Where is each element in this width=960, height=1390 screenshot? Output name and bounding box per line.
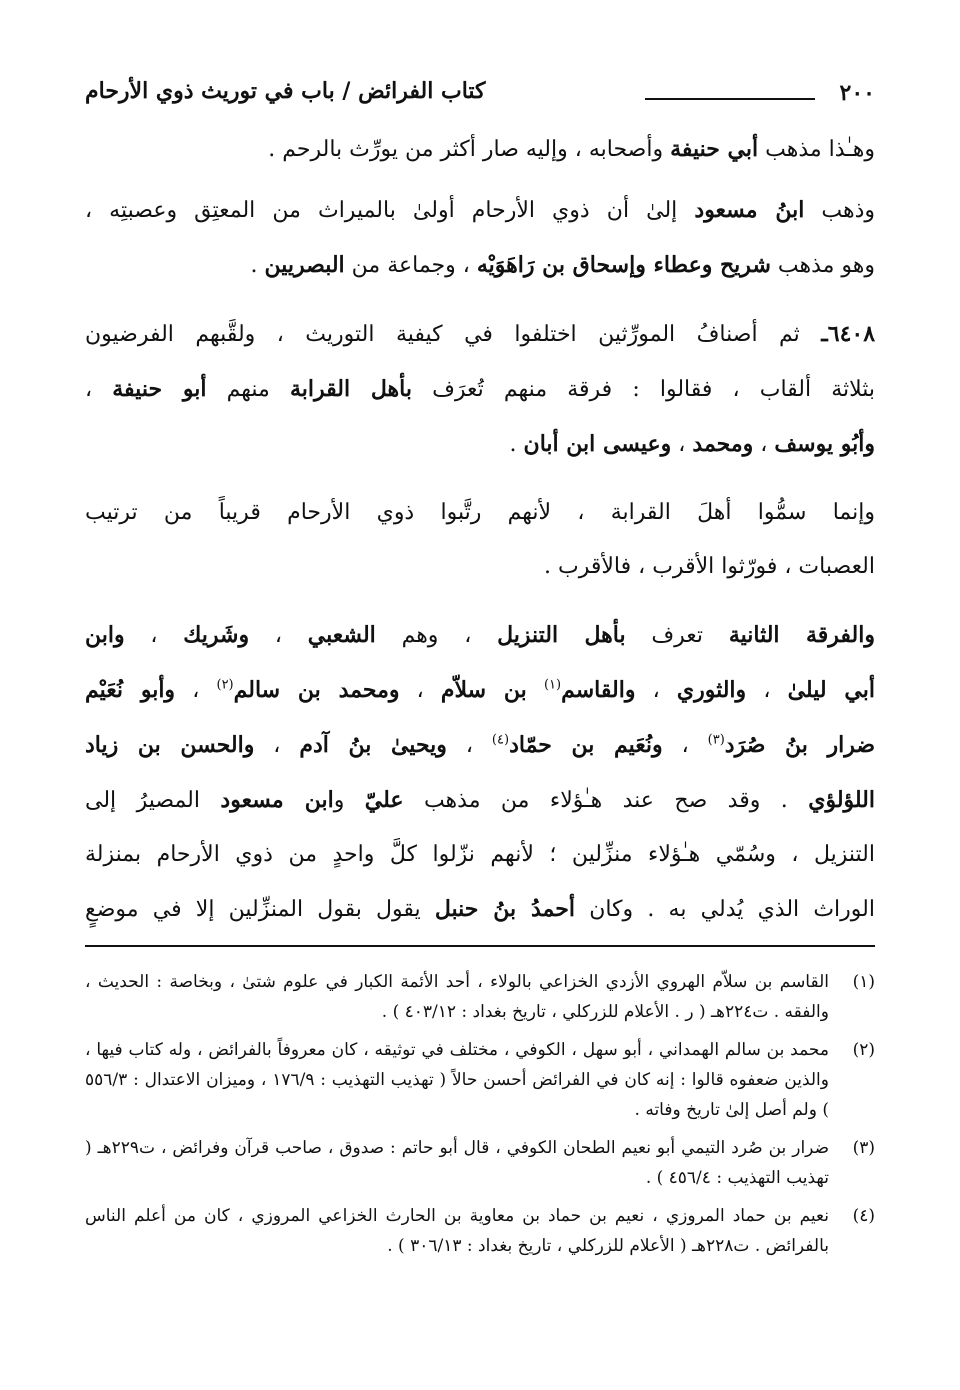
name-highlight: والثوري [676,677,747,703]
name-highlight: أبي حنيفة [670,136,759,162]
text-run: ، [85,377,93,402]
name-highlight: ضرار بنُ صُرَد [724,732,876,758]
name-highlight: أبي ليلىٰ [787,677,875,703]
text-run: . [250,253,258,278]
text-run: الوراث الذي يُدلي به . وكان [589,897,875,922]
name-highlight: والقاسم [561,677,636,703]
paragraph-4 [85,486,875,594]
name-highlight: وعيسى ابن أبان [523,431,672,457]
footnote-item [85,1035,875,1125]
text-run: ، [652,678,660,703]
text-line [85,238,875,293]
name-highlight: بأهل التنزيل [497,622,626,648]
name-highlight: أحمدُ بنُ حنبل [434,896,575,922]
text-line [85,773,875,828]
name-highlight: عليّ [364,787,404,813]
text-line: وإنما سمُّوا أهلَ القرابة ، لأنهم رتَّبوا ذوي الأرحام قريباً من ترتيب [85,500,875,525]
name-highlight: ومحمد بن سالم [233,677,400,703]
footnote-divider [85,945,875,947]
footnote-ref[interactable]: (٤) [491,732,510,748]
footnote-item [85,1201,875,1261]
name-highlight: والفرقة الثانية [728,622,875,648]
text-line: التنزيل ، وسُمّي هـٰؤلاء منزِّلين ؛ لأنهم نزّلوا كلَّ واحدٍ من ذوي الأرحام بمنزلة [85,842,875,867]
text-run: ثم أصنافُ المورِّثين اختلفوا في كيفية التوريث ، ولقَّبهم الفرضيون [85,322,800,347]
footnote-text: ضرار بن صُرد التيمي أبو نعيم الطحان الكوفي ، قال أبو حاتم : صدوق ، صاحب قرآن وفرائض ، ت٢٢٩هـ ( تهذيب التهذيب : ٤٥٦/٤ ) . [85,1138,830,1188]
footnote-ref[interactable]: (١) [543,677,562,693]
text-run: ، [274,623,282,648]
text-run: ، [192,678,200,703]
name-highlight: البصريين [264,252,345,278]
text-run: منهم [226,377,270,402]
name-highlight: ابن مسعود [220,787,334,813]
name-highlight: الشعبي [307,622,376,648]
text-run: وأصحابه ، وإليه صار أكثر من يورِّث بالرحم . [268,137,664,162]
text-line [85,718,875,773]
footnote-ref[interactable]: (٢) [216,677,234,693]
name-highlight: ويحيىٰ بنُ آدم [299,732,447,758]
text-run: وذهب [821,198,876,223]
text-line [85,417,875,472]
text-line [85,663,875,718]
body-text [85,122,875,937]
footnote-number: (٣) [852,1138,875,1158]
text-line [85,307,875,362]
text-run: ، وجماعة من [351,253,470,278]
text-run: ، [273,733,281,758]
page-number: ٢٠٠ [839,80,875,106]
text-run: وهـٰذا مذهب [765,137,875,162]
name-highlight: ومحمد [692,431,754,457]
text-run: ، وهم [401,623,472,648]
footnote-number: (٤) [852,1206,875,1226]
text-line: العصبات ، فورّثوا الأقرب ، فالأقرب . [544,554,875,579]
text-run: المصيرُ إلى [85,788,200,813]
footnotes [85,967,875,1261]
name-highlight: ونُعَيم بن حمّاد [509,732,663,758]
text-line [85,362,875,417]
footnote-item [85,1133,875,1193]
text-run: ، [465,733,473,758]
text-run: وهو مذهب [777,253,875,278]
name-highlight: شريح وعطاء وإسحاق بن رَاهَوَيْه [476,252,771,278]
footnote-text: القاسم بن سلاّم الهروي الأزدي الخزاعي بالولاء ، أحد الأئمة الكبار في علوم شتىٰ ، وبخاصة : الحديث ، والفقه . ت٢٢٤هـ ( ر . الأعلام للزركلي ، تاريخ بغداد : ٤٠٣/١٢ ) . [85,972,829,1022]
text-run: إلىٰ أن ذوي الأرحام أولىٰ بالميراث من المعتِق وعصبتِه ، [85,198,678,223]
paragraph-3 [85,307,875,472]
text-run: ، [416,678,424,703]
text-run: ، [681,733,689,758]
name-highlight: وابن [85,622,125,648]
name-highlight: بأهل القرابة [289,376,412,402]
issue-number: ٦٤٠٨ـ [821,321,876,347]
footnote-item [85,967,875,1027]
text-run: و [333,788,345,813]
running-title: كتاب الفرائض / باب في توريث ذوي الأرحام [85,78,486,104]
paragraph-2 [85,183,875,293]
text-run: . وقد صح عند هـٰؤلاء من مذهب [423,788,788,813]
name-highlight: والحسن بن زياد [85,732,255,758]
name-highlight: بن سلاّم [440,677,527,703]
footnote-ref[interactable]: (٣) [707,732,725,748]
text-run: تعرف [651,623,704,648]
running-header [85,70,875,116]
text-run: ، [150,623,158,648]
name-highlight: أبو حنيفة [112,376,207,402]
text-run: . [509,432,517,457]
footnote-number: (١) [852,972,875,992]
text-line [85,882,875,937]
text-run: بثلاثة ألقاب ، فقالوا : فرقة منهم تُعرَف [432,377,876,402]
footnote-number: (٢) [852,1040,875,1060]
text-run: يقول بقول المنزِّلين إلا في موضعٍ [85,897,421,922]
name-highlight: وأبو نُعَيْم [85,677,176,703]
text-line [85,608,875,663]
footnote-text: نعيم بن حماد المروزي ، نعيم بن حماد بن معاوية بن الحارث الخزاعي المروزي ، كان من أعلم الناس بالفرائض . ت٢٢٨هـ ( الأعلام للزركلي ، تاريخ بغداد : ٣٠٦/١٣ ) . [85,1206,829,1256]
text-run: ، [678,432,686,457]
header-rule [645,98,815,100]
paragraph-1 [85,122,875,177]
text-run: ، [763,678,771,703]
name-highlight: وأبُو يوسف [774,431,875,457]
paragraph-5 [85,608,875,937]
text-line [85,183,875,238]
text-run: ، [760,432,768,457]
footnote-text: محمد بن سالم الهمداني ، أبو سهل ، الكوفي ، مختلف في توثيقه ، كان معروفاً بالفرائض ، وله كتاب فيها ، والذين ضعفوه قالوا : إنه كان في الفرائض أحسن حالاً ( تهذيب التهذيب : ١٧٦/٩ ، وميزان الاعتدال : ٥٥٦/٣ ) ولم أصل إلىٰ تاريخ وفاته . [85,1040,829,1120]
name-highlight: اللؤلؤي [808,787,875,813]
book-page [85,70,875,1269]
name-highlight: ابنُ مسعود [694,197,805,223]
name-highlight: وشَريك [183,622,250,648]
